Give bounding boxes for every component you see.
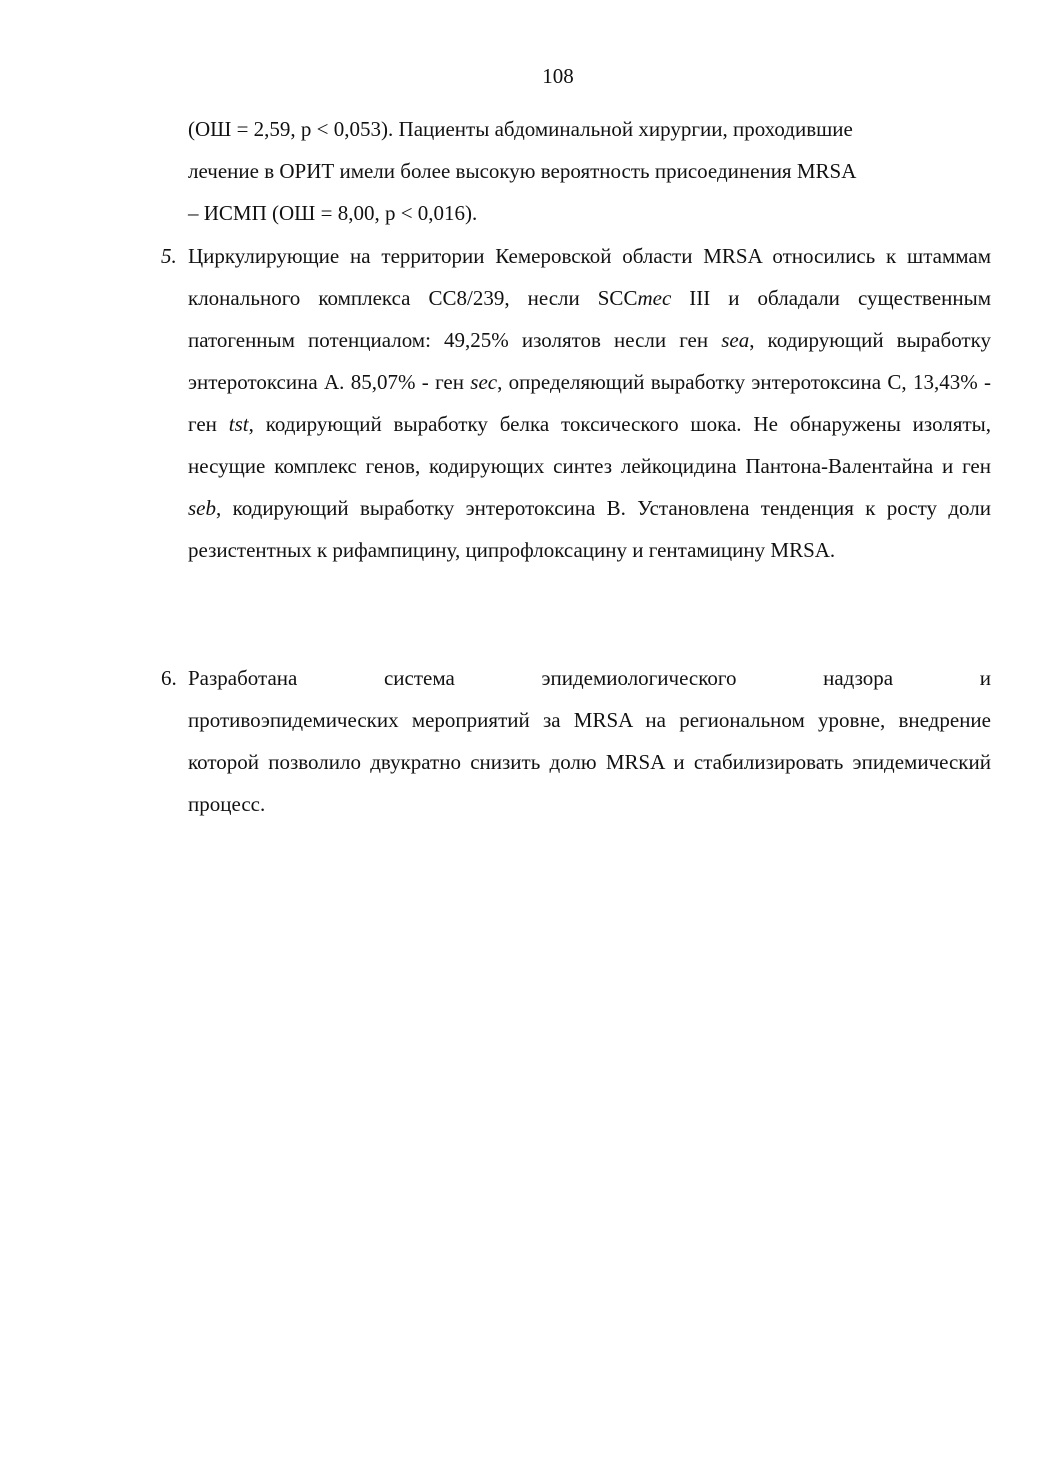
item-text: Циркулирующие на территории Кемеровской области MRSA относились к штаммам клонального комплекса СС8/239, несли SCC (188, 244, 991, 310)
gene-term: sea (721, 328, 750, 352)
list-marker: 5. (161, 244, 177, 268)
paragraph-line: – ИСМП (ОШ = 8,00, p < 0,016). (188, 201, 478, 225)
continuation-paragraph (188, 108, 991, 234)
list-item-6 (161, 657, 991, 825)
gene-term: sec (470, 370, 498, 394)
paragraph-line: (ОШ = 2,59, p < 0,053). Пациенты абдоминальной хирургии, проходившие (188, 117, 853, 141)
word: Разработана (188, 666, 298, 690)
item-text: III и обладали существенным патогенным потенциалом: 49,25% изолятов несли ген (188, 286, 991, 352)
item-text: , кодирующий выработку энтеротоксина В. Установлена тенденция к росту доли резистентных к рифампицину, ципрофлоксацину и гентамицину MRSA. (188, 496, 991, 562)
word: система (383, 666, 455, 690)
gene-term: mec (637, 286, 672, 310)
spread-first-line (188, 657, 991, 699)
item-text: , определяющий выработку энтеротоксина С, 13,43% - ген (188, 370, 991, 436)
list-marker: 6. (161, 666, 177, 690)
item-text: противоэпидемических мероприятий за MRSA на региональном уровне, внедрение которой позволило двукратно снизить долю MRSA и стабилизировать эпидемический процесс. (188, 708, 991, 816)
word: и (979, 666, 991, 690)
word: надзора (823, 666, 894, 690)
gene-term: tst (228, 412, 249, 436)
paragraph-line: лечение в ОРИТ имели более высокую вероятность присоединения MRSA (188, 159, 857, 183)
gene-term: seb (188, 496, 216, 520)
item-text: , кодирующий выработку белка токсического шока. Не обнаружены изоляты, несущие комплекс генов, кодирующих синтез лейкоцидина Пантона-Валентайна и ген (188, 412, 991, 478)
item-text: , кодирующий выработку энтеротоксина А. 85,07% - ген (188, 328, 991, 394)
list-item-5 (161, 235, 991, 571)
word: эпидемиологического (541, 666, 737, 690)
page-number: 108 (542, 64, 574, 88)
